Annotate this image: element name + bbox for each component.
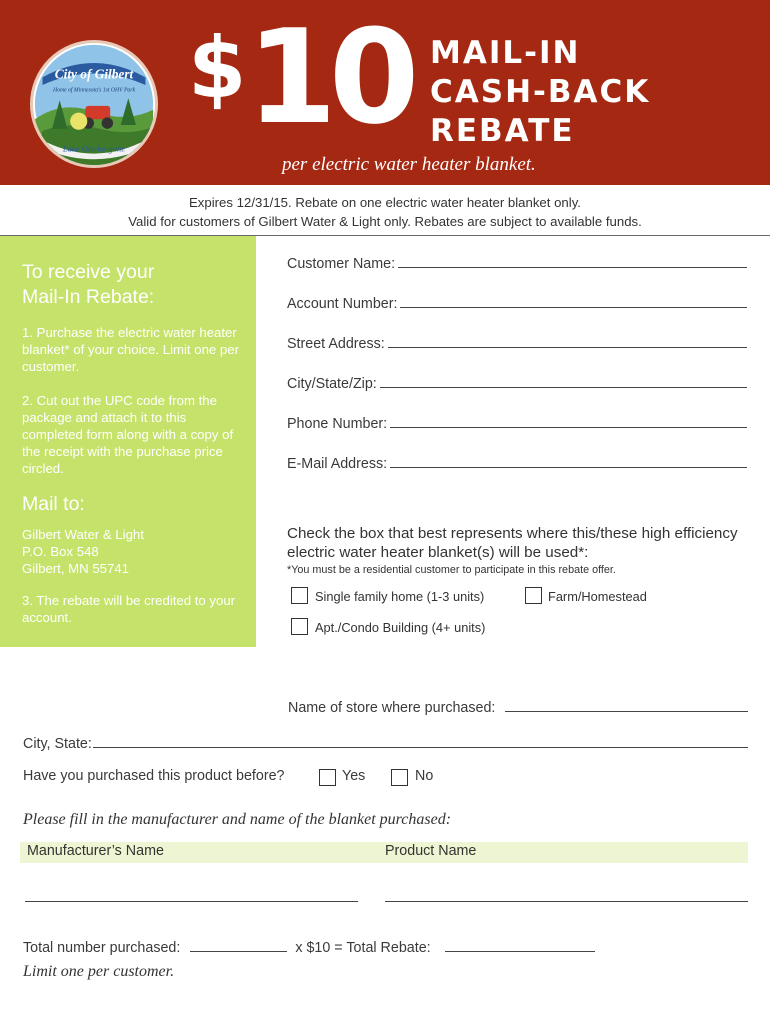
terms-line-2: Valid for customers of Gilbert Water & Light only. Rebates are subject to available funds.	[128, 214, 642, 229]
title-line-3: REBATE	[430, 113, 575, 149]
customer-name-line[interactable]	[398, 267, 747, 268]
city-logo	[30, 40, 158, 168]
logo-subtitle: Home of Minnesota's 1st OHV Park	[52, 87, 136, 94]
city-state-field[interactable]	[23, 730, 748, 752]
account-number-label: Account Number:	[287, 296, 398, 312]
account-number-field[interactable]	[287, 290, 747, 312]
phone-number-line[interactable]	[390, 427, 747, 428]
no-checkbox[interactable]	[391, 769, 408, 786]
city-state-zip-label: City/State/Zip:	[287, 376, 377, 392]
city-state-zip-line[interactable]	[380, 387, 747, 388]
terms-notes	[0, 193, 770, 231]
usage-question: Check the box that best represents where this/these high efficiency electric water heater blanket(s) will be used*:	[287, 525, 738, 561]
address-line-1: Gilbert Water & Light	[22, 527, 144, 542]
logo-title: City of Gilbert	[54, 66, 134, 82]
yes-label: Yes	[342, 768, 366, 784]
total-number-line[interactable]	[190, 951, 287, 952]
address-line-3: Gilbert, MN 55741	[22, 561, 130, 576]
product-header: Product Name	[385, 843, 477, 859]
email-address-label: E-Mail Address:	[287, 456, 388, 472]
single-family-checkbox[interactable]	[291, 587, 308, 604]
store-name-label: Name of store where purchased:	[288, 700, 496, 716]
price-number: 10	[246, 1, 412, 153]
title-line-1: MAIL-IN	[430, 35, 581, 71]
total-number-label: Total number purchased:	[23, 940, 181, 956]
apt-condo-label: Apt./Condo Building (4+ units)	[315, 620, 486, 635]
manufacturer-line[interactable]	[25, 901, 358, 902]
farm-homestead-checkbox[interactable]	[525, 587, 542, 604]
street-address-field[interactable]	[287, 330, 747, 352]
city-state-label: City, State:	[23, 736, 92, 752]
yes-checkbox[interactable]	[319, 769, 336, 786]
customer-name-field[interactable]	[287, 250, 747, 272]
farm-homestead-label: Farm/Homestead	[548, 589, 647, 604]
address-line-2: P.O. Box 548	[22, 544, 99, 559]
blanket-instruction: Please fill in the manufacturer and name of the blanket purchased:	[23, 811, 452, 828]
usage-note: *You must be a residential customer to participate in this rebate offer.	[287, 564, 616, 576]
total-rebate-label: x $10 = Total Rebate:	[295, 940, 431, 956]
limit-note: Limit one per customer.	[23, 963, 175, 980]
rebate-title	[430, 34, 650, 151]
panel-heading-receive: To receive your	[22, 261, 155, 283]
title-line-2: CASH-BACK	[430, 74, 651, 110]
step-2: 2. Cut out the UPC code from the package and attach it to this completed form along with a copy of the receipt with the purchase price circled.	[22, 393, 234, 476]
city-state-zip-field[interactable]	[287, 370, 747, 392]
no-label: No	[415, 768, 434, 784]
product-line[interactable]	[385, 901, 748, 902]
header-banner	[0, 0, 770, 185]
customer-name-label: Customer Name:	[287, 256, 396, 272]
apt-condo-checkbox[interactable]	[291, 618, 308, 635]
header-subtitle: per electric water heater blanket.	[282, 154, 536, 175]
single-family-label: Single family home (1-3 units)	[315, 589, 485, 604]
total-rebate-line[interactable]	[445, 951, 595, 952]
purchased-before-question: Have you purchased this product before?	[23, 768, 285, 784]
phone-number-field[interactable]	[287, 410, 747, 432]
terms-line-1: Expires 12/31/15. Rebate on one electric water heater blanket only.	[189, 195, 581, 210]
street-address-label: Street Address:	[287, 336, 385, 352]
account-number-line[interactable]	[400, 307, 747, 308]
email-address-line[interactable]	[390, 467, 747, 468]
email-address-field[interactable]	[287, 450, 747, 472]
total-row	[23, 940, 595, 956]
blanket-header-bar	[20, 842, 748, 863]
store-name-line[interactable]	[505, 711, 748, 712]
dollar-sign: $	[188, 19, 247, 117]
rebate-amount	[188, 1, 412, 153]
logo-tagline: Lake Ore-be-gone	[62, 143, 126, 154]
panel-heading-rebate: Mail-In Rebate:	[22, 286, 155, 308]
manufacturer-header: Manufacturer’s Name	[27, 843, 164, 859]
store-name-field[interactable]	[288, 694, 748, 716]
phone-number-label: Phone Number:	[287, 416, 388, 432]
step-1: 1. Purchase the electric water heater blanket* of your choice. Limit one per customer.	[22, 325, 239, 374]
street-address-line[interactable]	[388, 347, 747, 348]
step-3: 3. The rebate will be credited to your account.	[22, 593, 236, 625]
city-state-line[interactable]	[93, 747, 748, 748]
instructions-panel	[0, 236, 256, 647]
panel-heading-mail: Mail to:	[22, 493, 85, 515]
